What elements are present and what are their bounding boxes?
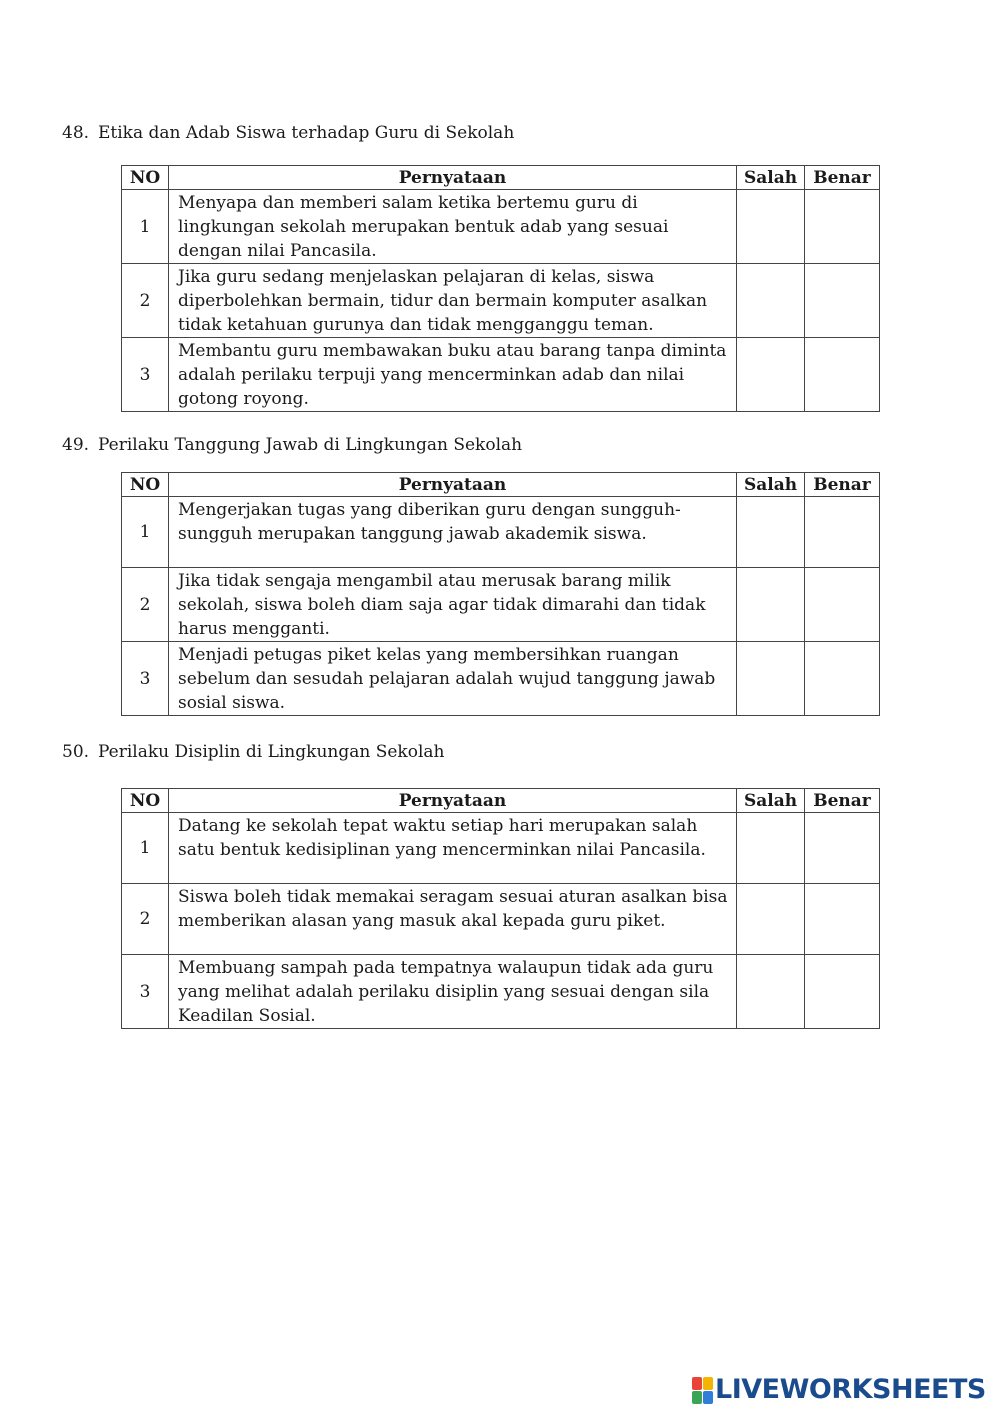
header-false: Salah — [737, 473, 805, 497]
section-heading: Etika dan Adab Siswa terhadap Guru di Sekolah — [98, 123, 515, 143]
table-header-row — [122, 789, 880, 813]
table-row — [122, 884, 880, 955]
header-false: Salah — [737, 166, 805, 190]
table-row — [122, 568, 880, 642]
header-no: NO — [122, 166, 169, 190]
row-number: 3 — [122, 642, 169, 716]
answer-true-cell[interactable] — [805, 338, 880, 412]
header-no: NO — [122, 473, 169, 497]
answer-false-cell[interactable] — [737, 568, 805, 642]
statement-text: Jika guru sedang menjelaskan pelajaran di kelas, siswa diperbolehkan bermain, tidur dan bermain komputer asalkan tidak ketahuan gurunya dan tidak mengganggu teman. — [169, 264, 737, 338]
row-number: 1 — [122, 190, 169, 264]
statement-text: Membantu guru membawakan buku atau barang tanpa diminta adalah perilaku terpuji yang mencerminkan adab dan nilai gotong royong. — [169, 338, 737, 412]
statement-text: Datang ke sekolah tepat waktu setiap hari merupakan salah satu bentuk kedisiplinan yang mencerminkan nilai Pancasila. — [169, 813, 737, 884]
liveworksheets-mark-icon — [692, 1377, 712, 1403]
section-number: 48. — [62, 123, 90, 143]
table-row — [122, 190, 880, 264]
section-number: 50. — [62, 742, 90, 762]
answer-true-cell[interactable] — [805, 190, 880, 264]
answer-false-cell[interactable] — [737, 955, 805, 1029]
section-number: 49. — [62, 435, 90, 455]
quiz-table-48 — [121, 165, 880, 412]
row-number: 3 — [122, 338, 169, 412]
table-row — [122, 813, 880, 884]
statement-text: Membuang sampah pada tempatnya walaupun tidak ada guru yang melihat adalah perilaku disiplin yang sesuai dengan sila Keadilan Sosial. — [169, 955, 737, 1029]
header-false: Salah — [737, 789, 805, 813]
answer-true-cell[interactable] — [805, 264, 880, 338]
logo-text: LIVEWORKSHEETS — [715, 1374, 986, 1405]
table-row — [122, 497, 880, 568]
statement-text: Siswa boleh tidak memakai seragam sesuai aturan asalkan bisa memberikan alasan yang masuk akal kepada guru piket. — [169, 884, 737, 955]
answer-false-cell[interactable] — [737, 190, 805, 264]
header-true: Benar — [805, 789, 880, 813]
header-statement: Pernyataan — [169, 789, 737, 813]
table-row — [122, 642, 880, 716]
row-number: 3 — [122, 955, 169, 1029]
header-true: Benar — [805, 473, 880, 497]
answer-false-cell[interactable] — [737, 813, 805, 884]
answer-false-cell[interactable] — [737, 264, 805, 338]
header-statement: Pernyataan — [169, 166, 737, 190]
statement-text: Mengerjakan tugas yang diberikan guru dengan sungguh- sungguh merupakan tanggung jawab akademik siswa. — [169, 497, 737, 568]
answer-true-cell[interactable] — [805, 568, 880, 642]
table-row — [122, 264, 880, 338]
quiz-table-50 — [121, 788, 880, 1029]
table-header-row — [122, 166, 880, 190]
liveworksheets-logo — [692, 1375, 986, 1405]
row-number: 1 — [122, 813, 169, 884]
answer-true-cell[interactable] — [805, 642, 880, 716]
answer-false-cell[interactable] — [737, 642, 805, 716]
answer-false-cell[interactable] — [737, 338, 805, 412]
statement-text: Menjadi petugas piket kelas yang membersihkan ruangan sebelum dan sesudah pelajaran adalah wujud tanggung jawab sosial siswa. — [169, 642, 737, 716]
section-heading: Perilaku Tanggung Jawab di Lingkungan Sekolah — [98, 435, 523, 455]
header-statement: Pernyataan — [169, 473, 737, 497]
answer-true-cell[interactable] — [805, 497, 880, 568]
table-row — [122, 955, 880, 1029]
section-title-50 — [62, 740, 444, 764]
answer-true-cell[interactable] — [805, 955, 880, 1029]
answer-false-cell[interactable] — [737, 884, 805, 955]
section-title-49 — [62, 433, 522, 457]
table-row — [122, 338, 880, 412]
header-true: Benar — [805, 166, 880, 190]
row-number: 2 — [122, 264, 169, 338]
statement-text: Menyapa dan memberi salam ketika bertemu guru di lingkungan sekolah merupakan bentuk adab yang sesuai dengan nilai Pancasila. — [169, 190, 737, 264]
table-header-row — [122, 473, 880, 497]
row-number: 1 — [122, 497, 169, 568]
quiz-table-49 — [121, 472, 880, 716]
row-number: 2 — [122, 884, 169, 955]
statement-text: Jika tidak sengaja mengambil atau merusak barang milik sekolah, siswa boleh diam saja agar tidak dimarahi dan tidak harus mengganti. — [169, 568, 737, 642]
answer-false-cell[interactable] — [737, 497, 805, 568]
header-no: NO — [122, 789, 169, 813]
answer-true-cell[interactable] — [805, 813, 880, 884]
row-number: 2 — [122, 568, 169, 642]
answer-true-cell[interactable] — [805, 884, 880, 955]
section-heading: Perilaku Disiplin di Lingkungan Sekolah — [98, 742, 445, 762]
section-title-48 — [62, 121, 514, 145]
